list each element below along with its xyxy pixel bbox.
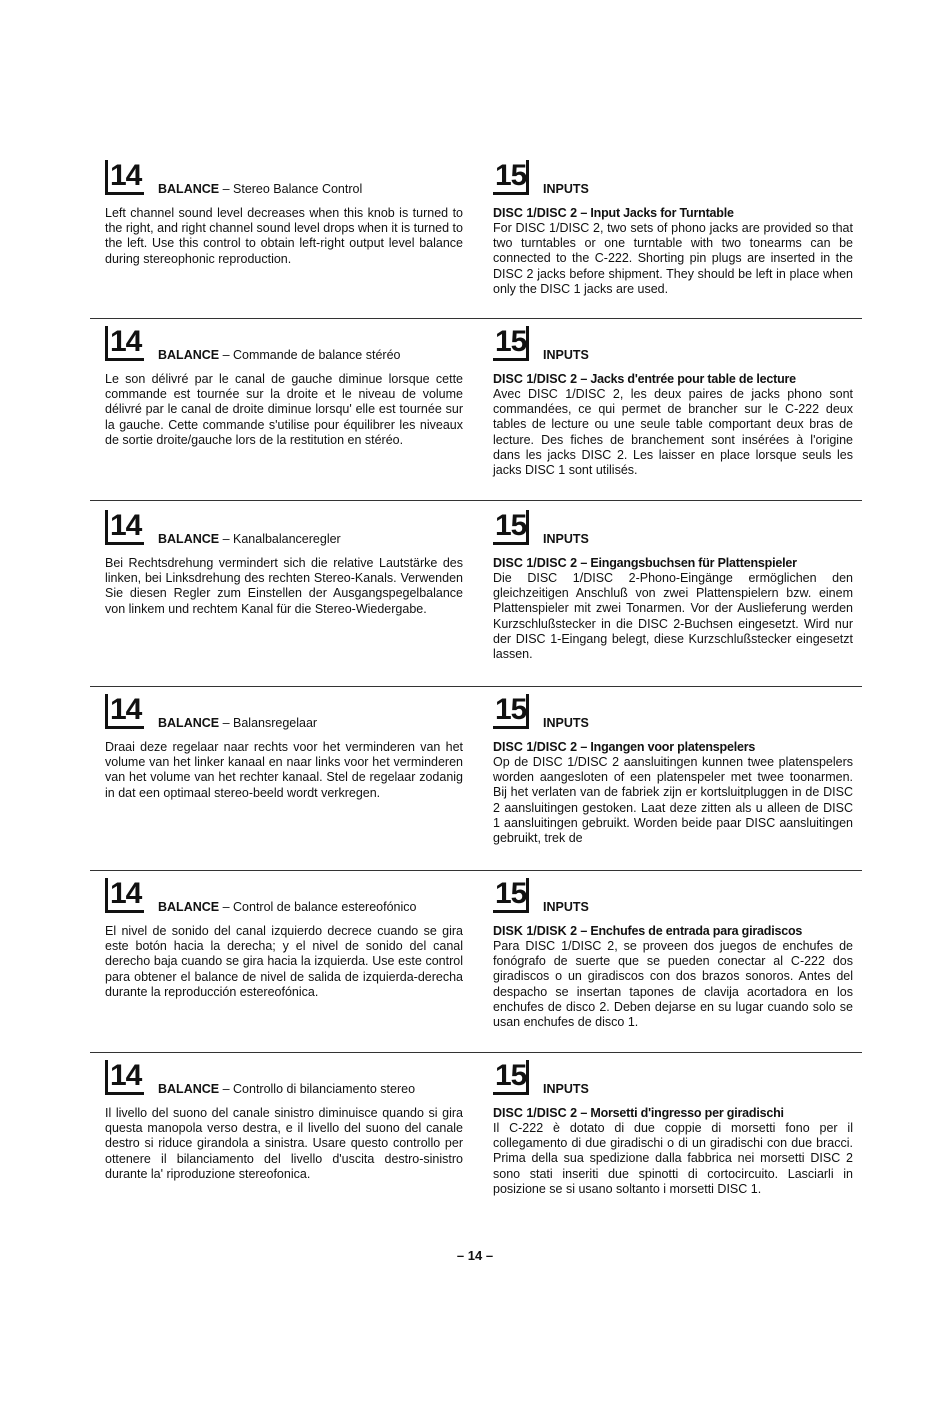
item-number-badge: 15: [493, 160, 529, 195]
item-subheading: DISC 1/DISC 2 – Morsetti d'ingresso per giradischi: [493, 1106, 784, 1120]
balance-block: [105, 160, 463, 267]
item-body: Avec DISC 1/DISC 2, les deux paires de jacks phono sont commandées, ce qui permet de brancher sur le C-222 deux tables de lecture ou une seule table comportant deux bras de lecture. Des fiches de branchement sont insérées à l'origine dans les jacks DISC 2. Les laisser en place lorsque seuls les jacks DISC 1 sont utilisés.: [493, 387, 853, 478]
balance-block: [105, 694, 463, 801]
item-body: For DISC 1/DISC 2, two sets of phono jacks are provided so that two turntables or one turntable with two tonearms can be connected to the C-222. Shorting pin plugs are inserted in the DISC 2 jacks before shipment. They should be left in place when only the DISC 1 jacks are used.: [493, 221, 853, 296]
balance-block: [105, 1060, 463, 1182]
item-subheading: DISK 1/DISK 2 – Enchufes de entrada para giradiscos: [493, 924, 803, 938]
section-divider: [90, 870, 862, 871]
balance-block: [105, 878, 463, 1000]
item-number-badge: 15: [493, 878, 529, 913]
item-heading: INPUTS: [543, 348, 589, 362]
item-subheading: DISC 1/DISC 2 – Jacks d'entrée pour table de lecture: [493, 372, 796, 386]
inputs-block: [493, 510, 853, 662]
item-body: Op de DISC 1/DISC 2 aansluitingen kunnen twee platenspelers worden aangesloten of een platenspeler met twee toonarmen. Bij het verlaten van de fabriek zijn er kortsluitpluggen in de DISC 2 aansluitingen gestoken. Laat deze zitten als u alleen de DISC 1 aansluitingen gebruikt. Worden beide paar DISC aansluitingen gebruikt, trek de: [493, 755, 853, 846]
item-heading: BALANCE – Stereo Balance Control: [158, 182, 363, 196]
item-number-badge: 15: [493, 694, 529, 729]
item-body: El nivel de sonido del canal izquierdo decrece cuando se gira este botón hacia la derecha; y el nivel de sonido del canal derecho baja cuando se gira hacia la izquierda. Use este control para obtener el balance de nivel de salida de izquierda-derecha durante la reproducción estereofónica.: [105, 924, 463, 999]
section-divider: [90, 500, 862, 501]
item-body: Para DISC 1/DISC 2, se proveen dos juegos de enchufes de fonógrafo de suerte que se pueden conectar al C-222 dos giradiscos o un giradiscos con dos brazos sonoros. Antes del despacho se insertan tapones de clavija acortadora en los enchufes de disco 2. Deben dejarse en su lugar cuando solo se usan enchufes de disco 1.: [493, 939, 853, 1030]
inputs-block: [493, 694, 853, 846]
item-heading: BALANCE – Commande de balance stéréo: [158, 348, 401, 362]
item-number-badge: 14: [105, 160, 144, 195]
item-number-badge: 14: [105, 326, 144, 361]
item-heading: BALANCE – Control de balance estereofónico: [158, 900, 417, 914]
item-number-badge: 14: [105, 878, 144, 913]
item-body: Bei Rechtsdrehung vermindert sich die relative Lautstärke des linken, bei Linksdrehung des rechten Stereo-Kanals. Verwenden Sie diesen Regler zum Einstellen der Ausgangspegelbalance von linkem und rechtem Kanal für die Stereo-Wiedergabe.: [105, 556, 463, 616]
balance-block: [105, 326, 463, 448]
item-number-badge: 14: [105, 510, 144, 545]
section-divider: [90, 686, 862, 687]
inputs-block: [493, 878, 853, 1030]
item-number-badge: 15: [493, 326, 529, 361]
item-heading: INPUTS: [543, 716, 589, 730]
item-number-badge: 15: [493, 510, 529, 545]
inputs-block: [493, 1060, 853, 1197]
item-number-badge: 14: [105, 1060, 144, 1095]
item-heading: INPUTS: [543, 532, 589, 546]
inputs-block: [493, 326, 853, 478]
item-heading: INPUTS: [543, 900, 589, 914]
item-body: Draai deze regelaar naar rechts voor het verminderen van het volume van het linker kanaal en naar links voor het verminderen van het volume van het rechter kanaal. Stel de regelaar zodanig in dat een optimaal stereo-beeld wordt verkregen.: [105, 740, 463, 800]
inputs-block: [493, 160, 853, 297]
item-subheading: DISC 1/DISC 2 – Ingangen voor platenspelers: [493, 740, 756, 754]
item-subheading: DISC 1/DISC 2 – Eingangsbuchsen für Plattenspieler: [493, 556, 797, 570]
page-number: – 14 –: [456, 1248, 494, 1263]
section-divider: [90, 318, 862, 319]
item-heading: INPUTS: [543, 1082, 589, 1096]
item-subheading: DISC 1/DISC 2 – Input Jacks for Turntable: [493, 206, 734, 220]
section-divider: [90, 1052, 862, 1053]
item-heading: INPUTS: [543, 182, 589, 196]
item-body: Il C-222 è dotato di due coppie di morsetti fono per il collegamento di due giradischi o di un giradischi con due bracci. Prima della sua spedizione dalla fabbrica nei morsetti DISC 2 sono stati inseriti due spinotti di cortocircuito. Lasciarli in posizione se si usano soltanto i morsetti DISC 1.: [493, 1121, 853, 1196]
item-number-badge: 15: [493, 1060, 529, 1095]
item-body: Left channel sound level decreases when this knob is turned to the right, and right channel sound level drops when it is turned to the left. Use this control to obtain left-right output level balance during stereophonic reproduction.: [105, 206, 463, 266]
item-heading: BALANCE – Controllo di bilanciamento stereo: [158, 1082, 416, 1096]
item-body: Die DISC 1/DISC 2-Phono-Eingänge ermöglichen den gleichzeitigen Anschluß von zwei Plattenspielern bzw. einem Plattenspieler mit zwei Tonarmen. Vor der Auslieferung werden Kurzschlußstecker in die DISC 2-Buchsen eingesetzt. Wird nur der DISC 1-Eingang belegt, diese Kurzschlußstecker eingesetzt lassen.: [493, 571, 853, 662]
item-body: Il livello del suono del canale sinistro diminuisce quando si gira questa manopola verso destra, e il livello del suono del canale destro si riduce girandola a sinistra. Usare questo controllo per ottenere il bilanciamento del livello d'uscita destro-sinistro durante la' riproduzione stereofonica.: [105, 1106, 463, 1181]
item-body: Le son délivré par le canal de gauche diminue lorsque cette commande est tournée sur la droite et le niveau de volume délivré par le canal de droite diminue lorsqu' elle est tournée sur la gauche. Cette commande s'utilise pour équilibrer les niveaux de sortie droite/gauche lors de la restitution en stéréo.: [105, 372, 463, 447]
item-number-badge: 14: [105, 694, 144, 729]
item-heading: BALANCE – Kanalbalanceregler: [158, 532, 341, 546]
item-heading: BALANCE – Balansregelaar: [158, 716, 318, 730]
balance-block: [105, 510, 463, 617]
